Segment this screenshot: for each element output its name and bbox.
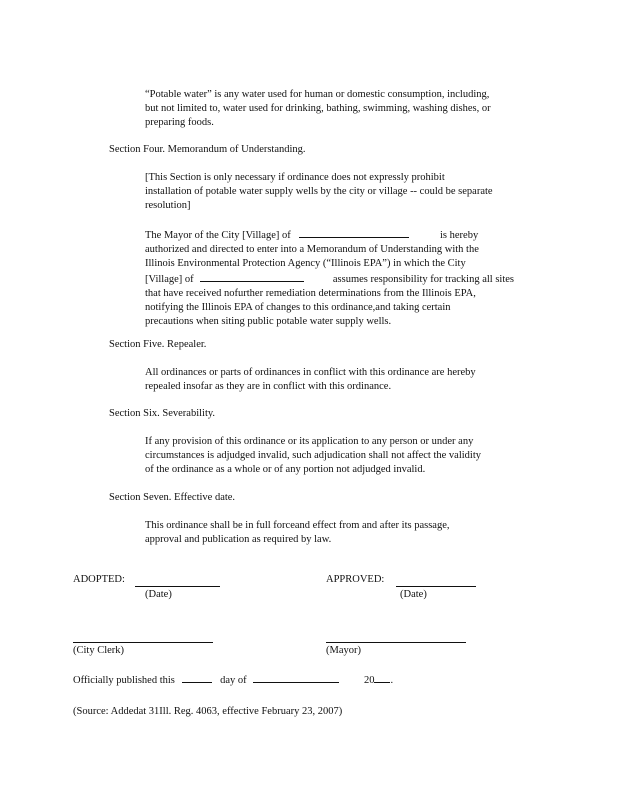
city-name-blank — [299, 227, 409, 238]
approved-date-line — [396, 586, 476, 587]
memorandum-paragraph — [145, 227, 543, 329]
text-line — [145, 271, 543, 287]
text-line: precautions when siting public potable water supply wells. — [145, 316, 392, 327]
text-fragment: The Mayor of the City [Village] of — [145, 230, 291, 241]
text-line: Illinois Environmental Protection Agency (“Illinois EPA”) in which the City — [145, 258, 466, 269]
section-four-note — [145, 171, 540, 213]
text-fragment: Officially published this — [73, 675, 175, 686]
source-note: (Source: Addedat 31Ill. Reg. 4063, effective February 23, 2007) — [73, 706, 343, 717]
clerk-signature-line — [73, 642, 213, 643]
text-line: preparing foods. — [145, 117, 214, 128]
text-fragment: [Village] of — [145, 274, 194, 285]
section-six-heading: Section Six. Severability. — [109, 408, 216, 419]
text-line: of the ordinance as a whole or of any portion not adjudged invalid. — [145, 464, 426, 475]
day-blank — [182, 672, 212, 683]
section-seven-heading: Section Seven. Effective date. — [109, 492, 236, 503]
adopted-label: ADOPTED: — [73, 574, 125, 585]
adopted-date-caption: (Date) — [145, 589, 172, 600]
mayor-signature-line — [326, 642, 466, 643]
text-line: resolution] — [145, 200, 191, 211]
text-line: If any provision of this ordinance or its application to any person or under any — [145, 436, 474, 447]
section-five-heading: Section Five. Repealer. — [109, 339, 207, 350]
year-blank — [374, 672, 390, 683]
text-line: authorized and directed to enter into a Memorandum of Understanding with the — [145, 244, 479, 255]
text-line: circumstances is adjudged invalid, such adjudication shall not affect the validity — [145, 450, 482, 461]
severability-paragraph — [145, 435, 530, 477]
text-fragment: assumes responsibility for tracking all sites — [332, 274, 514, 285]
text-line: notifying the Illinois EPA of changes to this ordinance,and taking certain — [145, 302, 451, 313]
text-line: repealed insofar as they are in conflict with this ordinance. — [145, 381, 392, 392]
text-line: approval and publication as required by law. — [145, 534, 332, 545]
text-line: that have received nofurther remediation determinations from the Illinois EPA, — [145, 288, 476, 299]
text-line: [This Section is only necessary if ordinance does not expressly prohibit — [145, 172, 445, 183]
village-name-blank — [200, 271, 304, 282]
potable-water-definition — [145, 88, 542, 130]
text-fragment: day of — [220, 675, 247, 686]
approved-label: APPROVED: — [326, 574, 385, 585]
text-line: This ordinance shall be in full forceand effect from and after its passage, — [145, 520, 450, 531]
text-line: installation of potable water supply wells by the city or village -- could be separate — [145, 186, 493, 197]
section-four-heading: Section Four. Memorandum of Understanding. — [109, 144, 306, 155]
text-fragment: . — [390, 675, 394, 686]
text-fragment: 20 — [363, 675, 375, 686]
month-blank — [253, 672, 339, 683]
text-line: All ordinances or parts of ordinances in conflict with this ordinance are hereby — [145, 367, 476, 378]
adopted-date-line — [135, 586, 220, 587]
effective-date-paragraph — [145, 519, 505, 547]
city-clerk-caption: (City Clerk) — [73, 645, 125, 656]
mayor-caption: (Mayor) — [326, 645, 361, 656]
text-line: “Potable water” is any water used for human or domestic consumption, including, — [145, 89, 490, 100]
published-line — [73, 672, 393, 688]
approved-date-caption: (Date) — [400, 589, 427, 600]
repealer-paragraph — [145, 366, 525, 394]
text-fragment: is hereby — [440, 230, 479, 241]
text-line: but not limited to, water used for drinking, bathing, swimming, washing dishes, or — [145, 103, 491, 114]
text-line — [145, 227, 543, 243]
